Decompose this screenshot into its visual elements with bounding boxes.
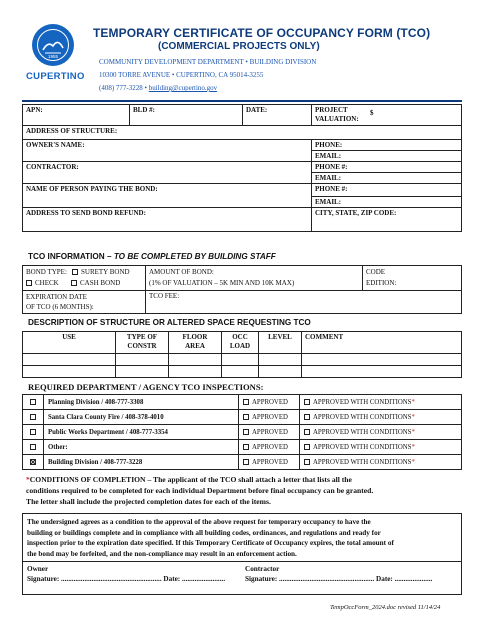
- city-state-zip-field[interactable]: CITY, STATE, ZIP CODE:: [312, 208, 462, 232]
- inspection-required-cell[interactable]: [23, 440, 44, 455]
- inspection-required-cell[interactable]: [23, 410, 44, 425]
- approved-conditions-cell[interactable]: APPROVED WITH CONDITIONS*: [300, 410, 462, 425]
- tco-info-table: [22, 265, 462, 314]
- approved-cell[interactable]: APPROVED: [239, 425, 300, 440]
- logo-seal-icon: [32, 24, 74, 66]
- approved-conditions-cell[interactable]: APPROVED WITH CONDITIONS*: [300, 455, 462, 470]
- approved-checkbox[interactable]: [243, 414, 249, 420]
- city-logo: [26, 24, 85, 90]
- col-type-constr: TYPE OF CONSTR: [116, 332, 169, 354]
- address-line: 10300 TORRE AVENUE • CUPERTINO, CA 95014-3255: [99, 71, 264, 79]
- owner-phone-field[interactable]: PHONE:: [312, 140, 462, 151]
- x-mark-icon: [30, 459, 36, 465]
- tco-info-heading: TCO INFORMATION – TO BE COMPLETED BY BUILDING STAFF: [28, 252, 276, 261]
- approved-with-conditions-checkbox[interactable]: [304, 399, 310, 405]
- approved-cell[interactable]: APPROVED: [239, 455, 300, 470]
- bond-payer-phone-field[interactable]: PHONE #:: [312, 184, 462, 197]
- owner-email-field[interactable]: EMAIL:: [312, 151, 462, 162]
- form-title: TEMPORARY CERTIFICATE OF OCCUPANCY FORM (TCO): [93, 26, 431, 40]
- inspections-table: [22, 394, 462, 470]
- inspection-row: [23, 410, 462, 425]
- inspection-required-cell[interactable]: [23, 425, 44, 440]
- bld-field[interactable]: BLD #:: [130, 105, 243, 126]
- amount-of-bond-field[interactable]: AMOUNT OF BOND: (1% OF VALUATION – 5K MIN AND 10K MAX): [146, 266, 363, 291]
- col-comment: COMMENT: [302, 332, 462, 354]
- contractor-email-field[interactable]: EMAIL:: [312, 173, 462, 184]
- form-subtitle: (COMMERCIAL PROJECTS ONLY): [158, 41, 320, 52]
- approved-with-conditions-checkbox[interactable]: [304, 429, 310, 435]
- approved-conditions-cell[interactable]: APPROVED WITH CONDITIONS*: [300, 440, 462, 455]
- owner-signature[interactable]: Owner Signature: ........................................................ Date: ........................: [27, 565, 226, 583]
- col-level: LEVEL: [259, 332, 302, 354]
- contact-phone: (408) 777-3228 •: [99, 84, 147, 92]
- description-row[interactable]: [23, 366, 462, 378]
- description-table: [22, 331, 462, 378]
- bond-payer-field[interactable]: NAME OF PERSON PAYING THE BOND:: [23, 184, 312, 197]
- conditions-text: *CONDITIONS OF COMPLETION – The applicant of the TCO shall attach a letter that lists all the conditions required to be completed for each individual Department before final occupancy can be granted. The letter shall include the projected completion dates for each of the items.: [26, 475, 374, 506]
- inspection-required-checkbox[interactable]: [30, 444, 36, 450]
- inspection-name: Planning Division / 408-777-3308: [44, 395, 239, 410]
- inspection-required-cell[interactable]: [23, 395, 44, 410]
- bond-type-field: BOND TYPE: SURETY BOND CHECK CASH BOND: [23, 266, 146, 291]
- approved-with-conditions-checkbox[interactable]: [304, 444, 310, 450]
- description-heading: DESCRIPTION OF STRUCTURE OR ALTERED SPACE REQUESTING TCO: [28, 318, 311, 327]
- logo-year: 1955: [47, 54, 58, 59]
- tco-fee-field[interactable]: TCO FEE:: [146, 291, 462, 314]
- approved-cell[interactable]: APPROVED: [239, 440, 300, 455]
- approved-with-conditions-checkbox[interactable]: [304, 459, 310, 465]
- agreement-text: The undersigned agrees as a condition to the approval of the above request for temporary occupancy to have the building or buildings complete and in compliance with all building codes, ordinances, and regulations and ready for inspection prior to the expiration date specified. If this Temporary Certificate of Occupancy expires, the total amount of the bond may be forfeited, and the non-compliance may result in an enforcement action.: [27, 518, 394, 558]
- col-occ-load: OCC LOAD: [222, 332, 259, 354]
- inspection-row: [23, 440, 462, 455]
- surety-bond-checkbox[interactable]: [72, 269, 78, 275]
- inspection-required-checkbox[interactable]: [30, 459, 36, 465]
- col-use: USE: [23, 332, 116, 354]
- date-field[interactable]: DATE:: [243, 105, 312, 126]
- contact-email-link[interactable]: building@cupertino.gov: [148, 84, 218, 92]
- approved-checkbox[interactable]: [243, 429, 249, 435]
- logo-wordmark: CUPERTINO: [26, 71, 85, 82]
- approved-cell[interactable]: APPROVED: [239, 395, 300, 410]
- owners-name-field[interactable]: OWNER'S NAME:: [23, 140, 312, 151]
- inspections-heading: REQUIRED DEPARTMENT / AGENCY TCO INSPECTIONS:: [28, 382, 264, 392]
- inspection-required-checkbox[interactable]: [30, 399, 36, 405]
- inspection-row: [23, 425, 462, 440]
- cash-bond-checkbox[interactable]: [71, 280, 77, 286]
- contractor-signature[interactable]: Contractor Signature: ..................................................... Date: .....................: [245, 565, 433, 583]
- check-checkbox[interactable]: [26, 280, 32, 286]
- inspection-row: [23, 455, 462, 470]
- bond-payer-email-field[interactable]: EMAIL:: [312, 197, 462, 208]
- inspection-name: Santa Clara County Fire / 408-378-4010: [44, 410, 239, 425]
- contractor-field[interactable]: CONTRACTOR:: [23, 162, 312, 173]
- address-of-structure-field[interactable]: ADDRESS OF STRUCTURE:: [23, 126, 462, 140]
- inspection-name: Other:: [44, 440, 239, 455]
- apn-field[interactable]: APN:: [23, 105, 130, 126]
- footer-revision: TempOccForm_2024.doc revised 11/14/24: [330, 604, 441, 611]
- expiration-date-field[interactable]: EXPIRATION DATE OF TCO (6 MONTHS):: [23, 291, 146, 314]
- contractor-phone-field[interactable]: PHONE #:: [312, 162, 462, 173]
- project-valuation-field[interactable]: PROJECT VALUATION: $: [312, 105, 462, 126]
- agreement-box: [22, 513, 462, 595]
- approved-conditions-cell[interactable]: APPROVED WITH CONDITIONS*: [300, 425, 462, 440]
- inspection-required-checkbox[interactable]: [30, 414, 36, 420]
- approved-with-conditions-checkbox[interactable]: [304, 414, 310, 420]
- dept-line: COMMUNITY DEVELOPMENT DEPARTMENT • BUILDING DIVISION: [99, 58, 317, 66]
- inspection-row: [23, 395, 462, 410]
- approved-checkbox[interactable]: [243, 444, 249, 450]
- inspection-name: Building Division / 408-777-3228: [44, 455, 239, 470]
- col-floor-area: FLOOR AREA: [169, 332, 222, 354]
- inspection-required-checkbox[interactable]: [30, 429, 36, 435]
- code-edition-field[interactable]: CODE EDITION:: [363, 266, 462, 291]
- approved-cell[interactable]: APPROVED: [239, 410, 300, 425]
- approved-checkbox[interactable]: [243, 399, 249, 405]
- approved-conditions-cell[interactable]: APPROVED WITH CONDITIONS*: [300, 395, 462, 410]
- applicant-info-table: [22, 104, 462, 232]
- header-divider: [22, 100, 462, 102]
- description-row[interactable]: [23, 354, 462, 366]
- inspection-name: Public Works Department / 408-777-3354: [44, 425, 239, 440]
- inspection-required-cell[interactable]: [23, 455, 44, 470]
- contact-line: [99, 84, 217, 92]
- approved-checkbox[interactable]: [243, 459, 249, 465]
- bond-refund-address-field[interactable]: ADDRESS TO SEND BOND REFUND:: [23, 208, 312, 232]
